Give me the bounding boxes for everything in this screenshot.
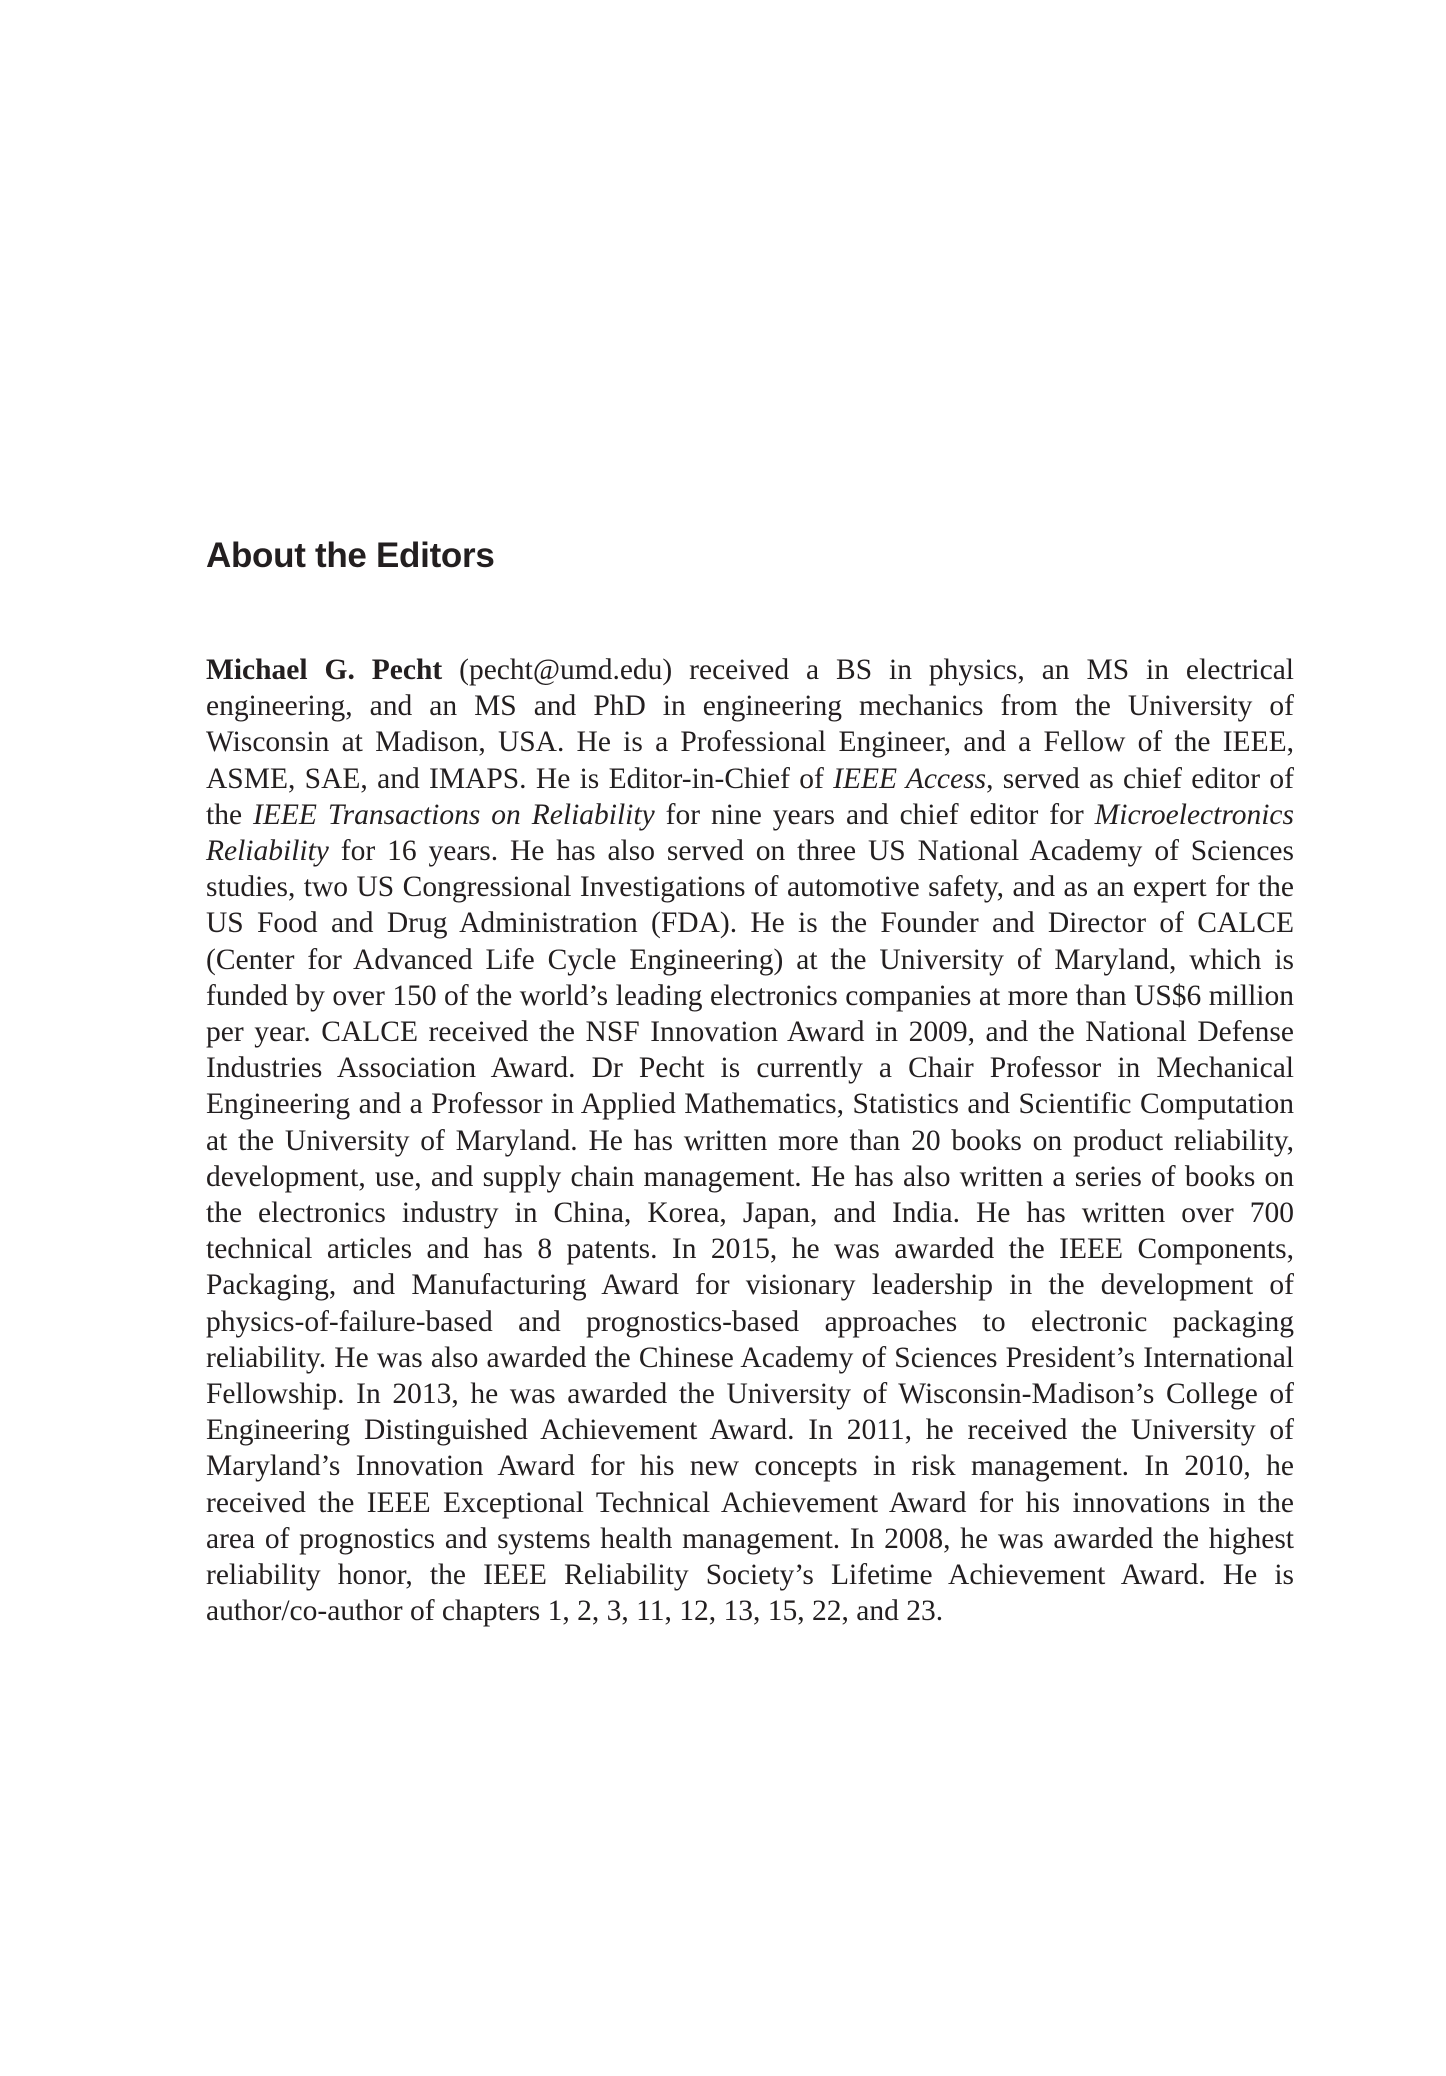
editor-bio [206, 652, 1294, 1629]
bio-text-4: for 16 years. He has also served on three US National Academy of Sciences studies, two US Congressional Investigations of automotive safety, and as an expert for the US Food and Drug Administration (FDA). He is the Founder and Director of CALCE (Center for Advanced Life Cycle Engineering) at the University of Maryland, which is funded by over 150 of the world’s leading electronics companies at more than US$6 million per year. CALCE received the NSF Innovation Award in 2009, and the National Defense Industries Association Award. Dr Pecht is currently a Chair Professor in Mechanical Engineering and a Professor in Applied Mathematics, Statistics and Scientific Computation at the University of Maryland. He has written more than 20 books on product reliability, development, use, and supply chain management. He has also written a series of books on the electronics industry in China, Korea, Japan, and India. He has written over 700 technical articles and has 8 patents. In 2015, he was awarded the IEEE Components, Packaging, and Manufacturing Award for visionary leadership in the development of physics-of-failure-based and prognostics-based approaches to electronic packaging reliability. He was also awarded the Chinese Academy of Sciences President’s International Fellowship. In 2013, he was awarded the University of Wisconsin-Madison’s College of Engineering Distinguished Achievement Award. In 2011, he received the University of Maryland’s Innovation Award for his new concepts in risk management. In 2010, he received the IEEE Exceptional Technical Achievement Award for his innovations in the area of prognostics and systems health management. In 2008, he was awarded the highest reliability honor, the IEEE Reliability Society’s Lifetime Achievement Award. He is author/co-author of chapters 1, 2, 3, 11, 12, 13, 15, 22, and 23. [206, 835, 1294, 1628]
journal-ieee-transactions-reliability: IEEE Transactions on Reliability [253, 798, 655, 831]
journal-ieee-access: IEEE Access [833, 762, 987, 795]
editor-name: Michael G. Pecht [206, 654, 443, 686]
bio-text-1: (pecht@umd.edu) received a BS in physics, an MS in electrical engineering, and an MS and PhD in engineering mechanics from the University of Wisconsin at Madison, USA. He is a Professional Engineer, and a Fellow of the IEEE, ASME, SAE, and IMAPS. He is Editor-in-Chief of [206, 654, 1294, 795]
journal-microelectronics-reliability: Microelectronics Reliability [206, 798, 1294, 868]
book-page [206, 0, 1294, 2076]
section-title: About the Editors [206, 536, 495, 575]
bio-text-3: for nine years and chief editor for [654, 798, 1095, 831]
bio-text-2: , served as chief editor of the [206, 762, 1294, 831]
